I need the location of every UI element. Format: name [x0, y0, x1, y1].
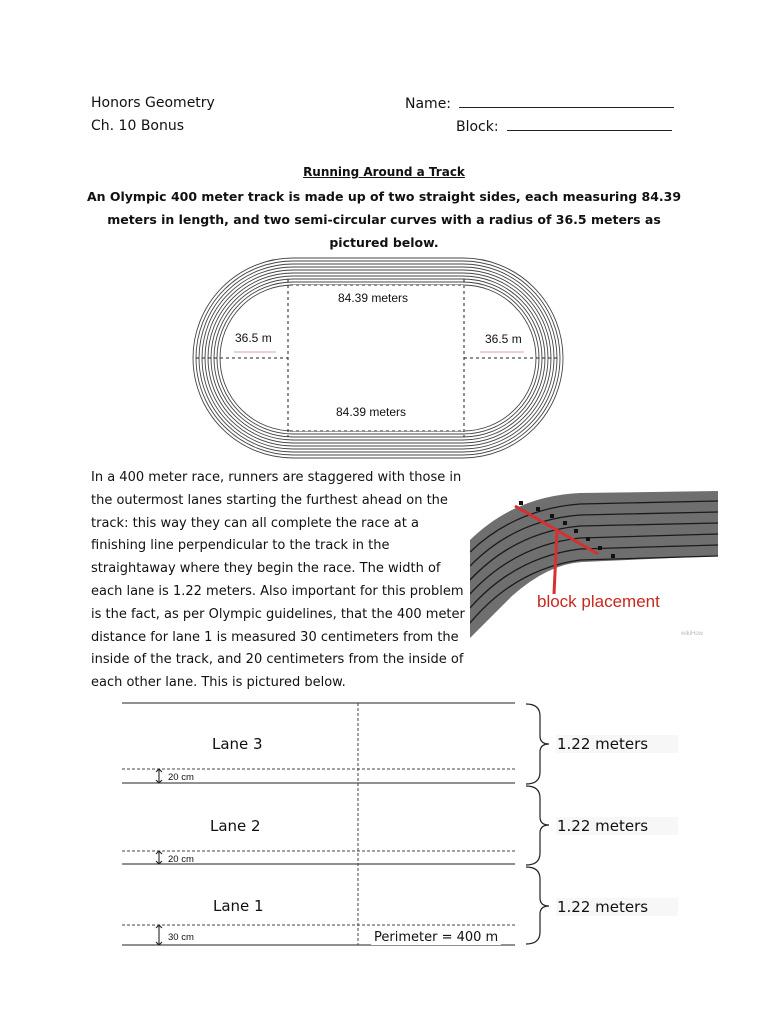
perimeter-label: Perimeter = 400 m — [371, 930, 501, 945]
name-label: Name: — [405, 96, 452, 112]
lane-boundaries — [122, 703, 515, 945]
lanes-figure — [100, 690, 560, 960]
worksheet-title: Running Around a Track — [303, 165, 465, 179]
block-placement-caption: block placement — [537, 592, 660, 611]
lane-2-offset: 20 cm — [168, 854, 194, 865]
lane-braces — [526, 704, 549, 944]
lane-1-width: 1.22 meters — [556, 898, 678, 916]
lane-3-width: 1.22 meters — [556, 735, 678, 753]
offset-arrows — [156, 769, 162, 945]
intro-text: An Olympic 400 meter track is made up of two straight sides, each measuring 84.39 meters in length, and two semi-circular curves with a radius of 36.5 meters as pictured below. — [86, 189, 682, 250]
lane-3-offset: 20 cm — [168, 772, 194, 783]
bottom-straight-label: 84.39 meters — [336, 405, 407, 419]
measure-lines — [122, 703, 515, 945]
lane-3-label: Lane 3 — [212, 735, 263, 753]
left-radius-label: 36.5 m — [235, 331, 272, 345]
block-row — [456, 118, 672, 135]
lane-1-label: Lane 1 — [213, 897, 264, 915]
track-figure — [190, 255, 570, 460]
course-title: Honors Geometry — [91, 95, 215, 111]
lane-2-label: Lane 2 — [210, 817, 261, 835]
stagger-paragraph: In a 400 meter race, runners are staggered with those in the outermost lanes starting the furthest ahead on the track: this way they can all complete the race at a finishing line perpendicular to the track in the straightaway where they begin the race. The width of each lane is 1.22 meters. Also important for this problem is the fact, as per Olympic guidelines, that the 400 meter distance for lane 1 is measured 30 centimeters from the inside of the track, and 20 centimeters from the inside of each other lane. This is pictured below. — [91, 470, 465, 691]
right-radius-label: 36.5 m — [485, 332, 522, 346]
block-label: Block: — [456, 119, 499, 135]
top-straight-label: 84.39 meters — [338, 291, 409, 305]
name-blank[interactable] — [459, 95, 674, 108]
block-placement-image — [470, 488, 718, 643]
block-blank[interactable] — [507, 118, 672, 131]
name-row — [405, 95, 674, 112]
lane-2-width: 1.22 meters — [556, 817, 678, 835]
lane-1-offset: 30 cm — [168, 932, 194, 943]
chapter-label: Ch. 10 Bonus — [91, 118, 185, 134]
watermark: wikiHow — [681, 631, 704, 637]
